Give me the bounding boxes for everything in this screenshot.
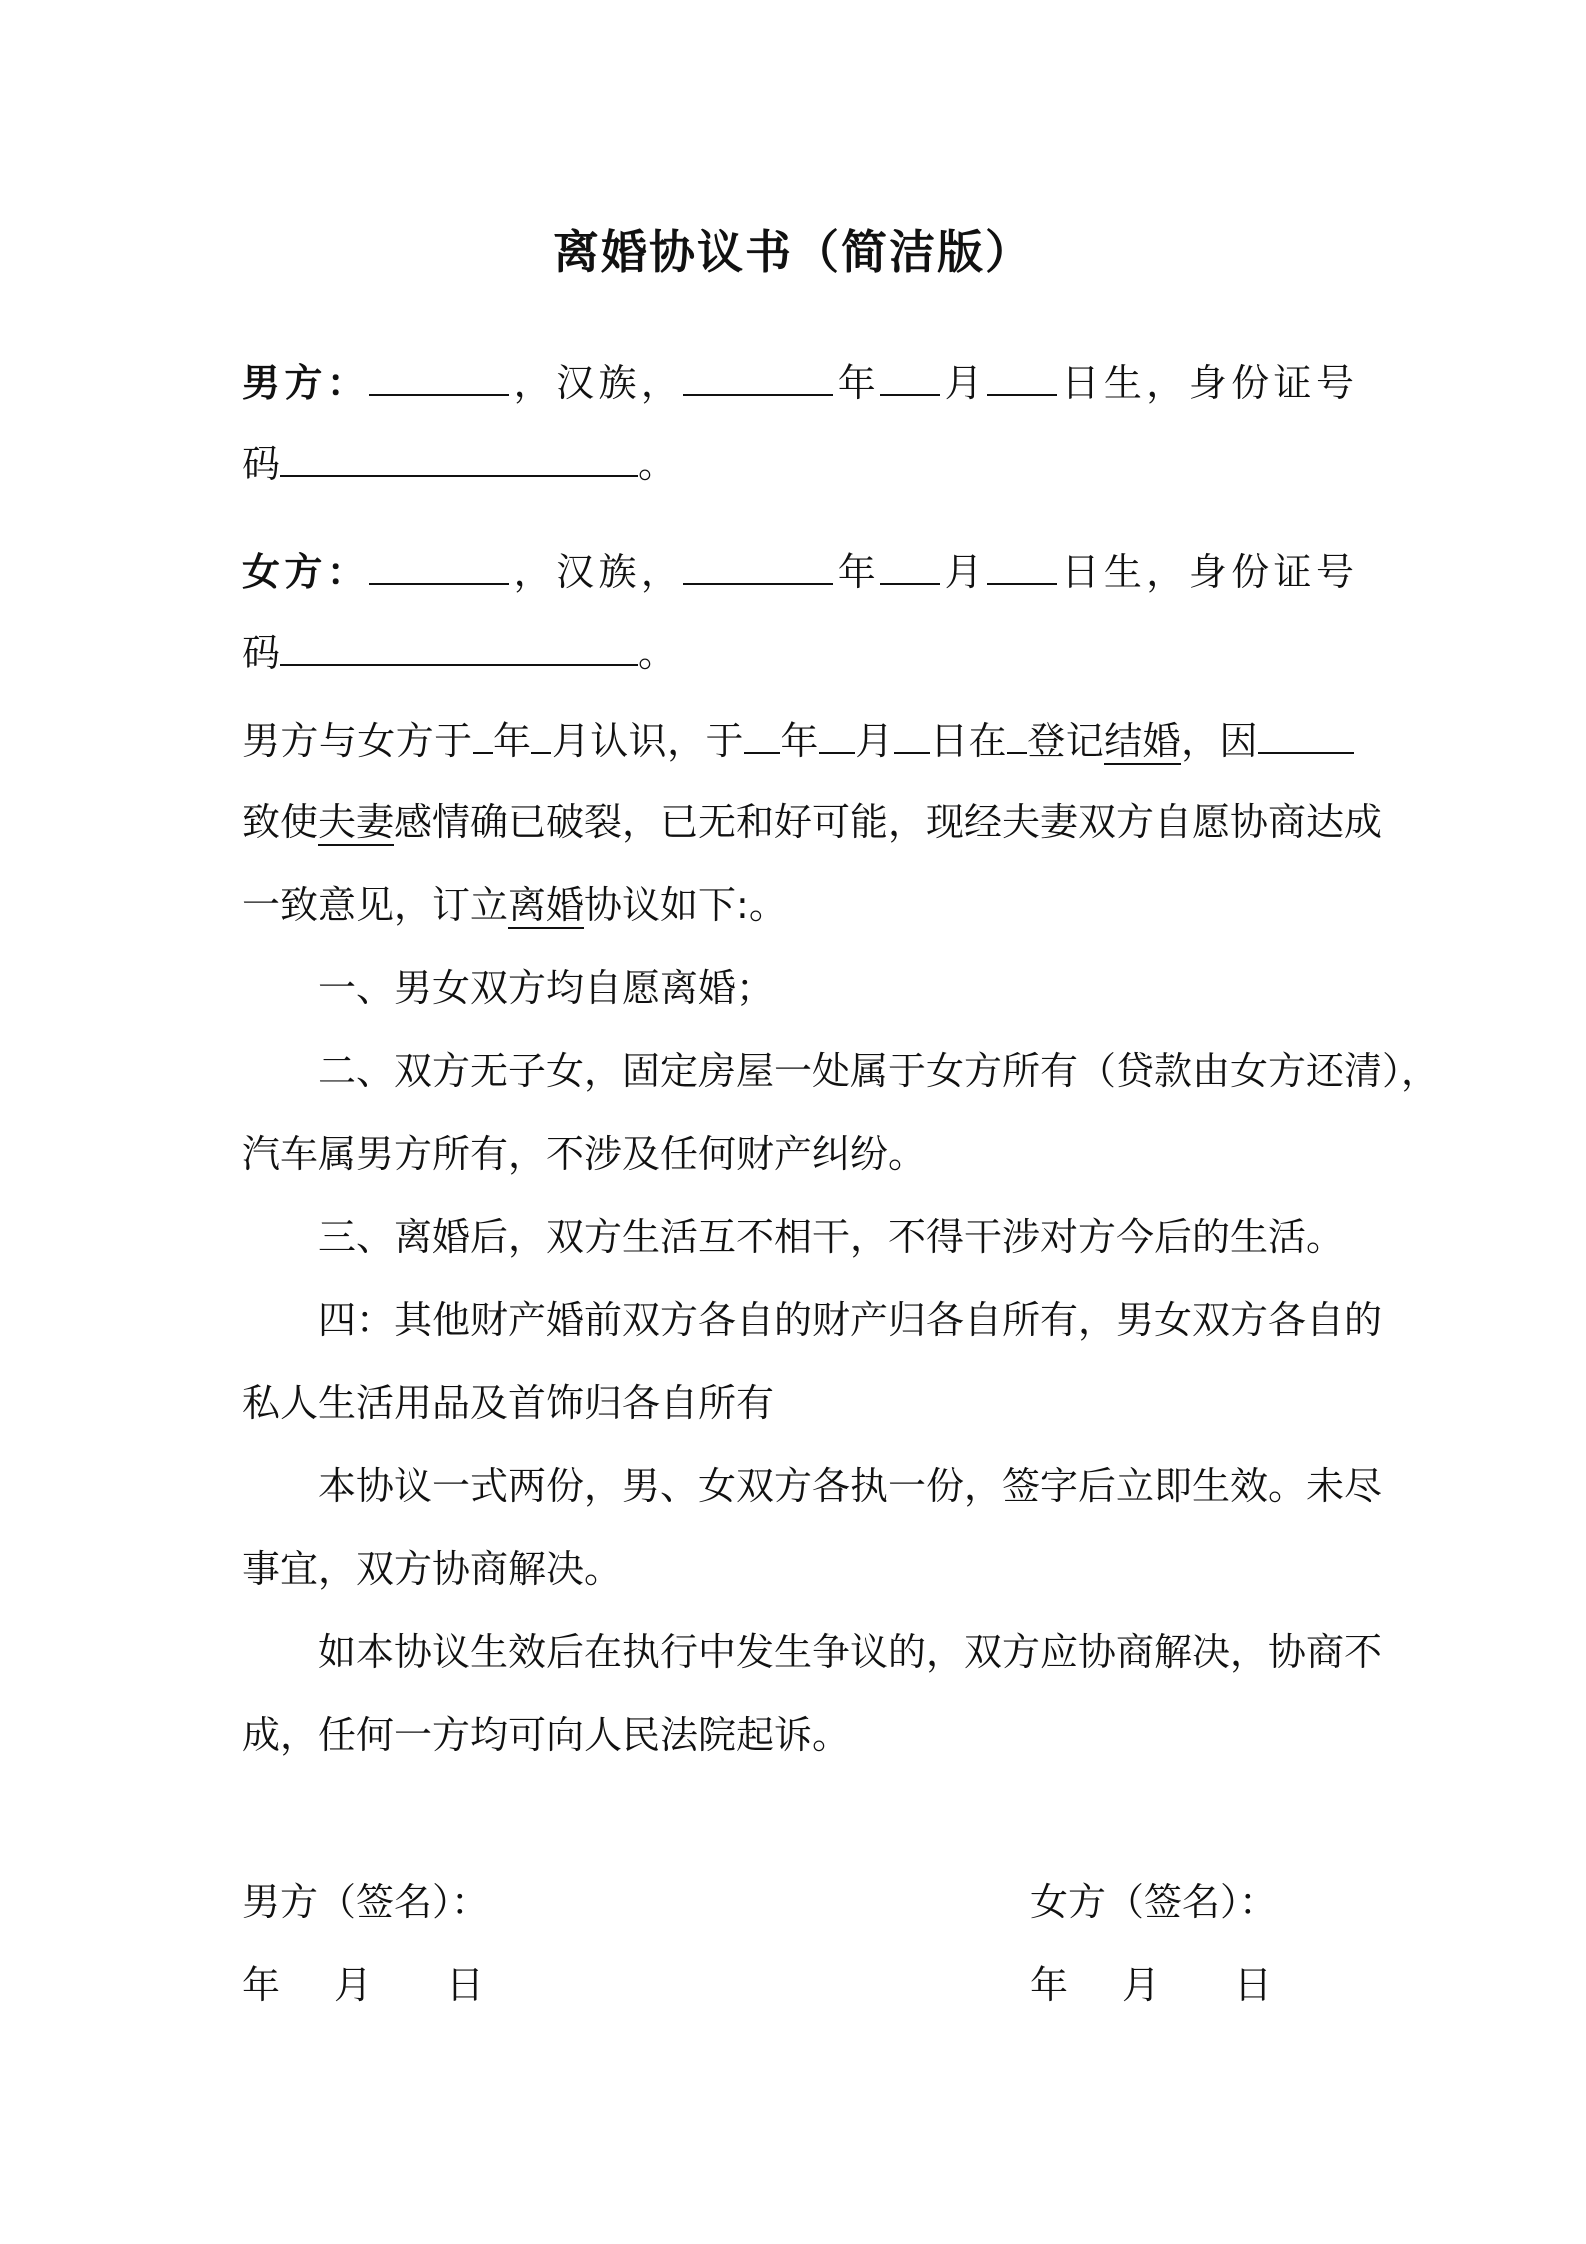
paragraph-copies-line-1: 本协议一式两份，男、女双方各执一份，签字后立即生效。未尽 bbox=[318, 1464, 1383, 1508]
female-birth-day-blank bbox=[987, 545, 1057, 585]
clause-4-line-2: 私人生活用品及首饰归各自所有 bbox=[242, 1381, 775, 1425]
paragraph-dispute-line-2: 成，任何一方均可向人民法院起诉。 bbox=[242, 1713, 851, 1757]
meet-year-blank bbox=[473, 714, 493, 754]
intro-line-2 bbox=[242, 797, 1383, 847]
intro-underlined-spouses: 夫妻 bbox=[318, 800, 395, 844]
intro-text-4: 年 bbox=[779, 719, 819, 763]
male-date-day: 日 bbox=[446, 1963, 485, 2007]
clause-1: 一、男女双方均自愿离婚； bbox=[318, 966, 775, 1010]
meet-month-blank bbox=[531, 714, 551, 754]
clause-3: 三、离婚后，双方生活互不相干，不得干涉对方今后的生活。 bbox=[318, 1215, 1345, 1259]
male-date-year: 年 bbox=[242, 1963, 281, 2007]
male-nation: ，汉族， bbox=[509, 361, 684, 405]
marry-day-blank bbox=[894, 714, 930, 754]
female-day-text: 日生，身份证号 bbox=[1057, 550, 1354, 594]
female-date-day: 日 bbox=[1234, 1963, 1273, 2007]
male-day-text: 日生，身份证号 bbox=[1057, 361, 1354, 405]
male-date-month: 月 bbox=[334, 1963, 373, 2007]
female-date-year: 年 bbox=[1030, 1963, 1069, 2007]
paragraph-dispute-line-1: 如本协议生效后在执行中发生争议的，双方应协商解决，协商不 bbox=[318, 1630, 1383, 1674]
register-place-blank bbox=[1007, 714, 1027, 754]
male-date-line bbox=[242, 1960, 484, 2010]
marry-month-blank bbox=[819, 714, 855, 754]
intro-text-12: 协议如下:。 bbox=[584, 883, 787, 927]
male-id-line bbox=[242, 437, 676, 489]
male-month-text: 月 bbox=[940, 361, 988, 405]
clause-2-line-1: 二、双方无子女，固定房屋一处属于女方所有（贷款由女方还清）， bbox=[318, 1049, 1440, 1093]
male-year-text: 年 bbox=[833, 361, 881, 405]
female-label: 女方： bbox=[242, 550, 370, 594]
intro-underlined-divorce: 离婚 bbox=[508, 883, 585, 927]
female-birth-month-blank bbox=[880, 545, 940, 585]
female-id-end: 。 bbox=[638, 631, 677, 675]
female-name-blank bbox=[369, 545, 509, 585]
clause-4-line-1: 四：其他财产婚前双方各自的财产归各自所有，男女双方各自的 bbox=[318, 1298, 1383, 1342]
intro-text-9: 致使 bbox=[242, 800, 319, 844]
female-date-line bbox=[1030, 1960, 1272, 2010]
male-code-text: 码 bbox=[242, 442, 281, 486]
reason-blank bbox=[1258, 714, 1354, 754]
male-info-line bbox=[242, 356, 1354, 408]
intro-text-11: 一致意见，订立 bbox=[242, 883, 509, 927]
document-title: 离婚协议书（简洁版） bbox=[553, 225, 1033, 279]
female-id-blank bbox=[280, 626, 638, 666]
female-year-text: 年 bbox=[833, 550, 881, 594]
intro-text-3: 月认识，于 bbox=[551, 719, 744, 763]
intro-text-2: 年 bbox=[492, 719, 532, 763]
clause-2-line-2: 汽车属男方所有，不涉及任何财产纠纷。 bbox=[242, 1132, 927, 1176]
paragraph-copies-line-2: 事宜，双方协商解决。 bbox=[242, 1547, 623, 1591]
intro-text-8: ，因 bbox=[1181, 719, 1258, 763]
female-code-text: 码 bbox=[242, 631, 281, 675]
male-signature-label: 男方（签名）： bbox=[242, 1880, 490, 1924]
male-id-end: 。 bbox=[638, 442, 677, 486]
intro-text-1: 男方与女方于 bbox=[242, 719, 473, 763]
female-birth-year-blank bbox=[683, 545, 833, 585]
female-signature-label: 女方（签名）： bbox=[1030, 1880, 1278, 1924]
male-birth-month-blank bbox=[880, 356, 940, 396]
male-id-blank bbox=[280, 437, 638, 477]
female-nation: ，汉族， bbox=[509, 550, 684, 594]
male-birth-day-blank bbox=[987, 356, 1057, 396]
female-id-line bbox=[242, 626, 676, 678]
female-date-month: 月 bbox=[1122, 1963, 1161, 2007]
male-birth-year-blank bbox=[683, 356, 833, 396]
female-month-text: 月 bbox=[940, 550, 988, 594]
intro-underlined-marriage: 结婚 bbox=[1104, 719, 1182, 763]
intro-line-3 bbox=[242, 880, 787, 930]
marry-year-blank bbox=[744, 714, 780, 754]
male-name-blank bbox=[369, 356, 509, 396]
intro-text-7: 登记 bbox=[1026, 719, 1105, 763]
intro-text-6: 日在 bbox=[929, 719, 1007, 763]
intro-text-5: 月 bbox=[854, 719, 894, 763]
intro-text-10: 感情确已破裂，已无和好可能，现经夫妻双方自愿协商达成 bbox=[394, 800, 1383, 844]
male-label: 男方： bbox=[242, 361, 370, 405]
intro-line-1 bbox=[242, 714, 1354, 766]
female-info-line bbox=[242, 545, 1354, 597]
